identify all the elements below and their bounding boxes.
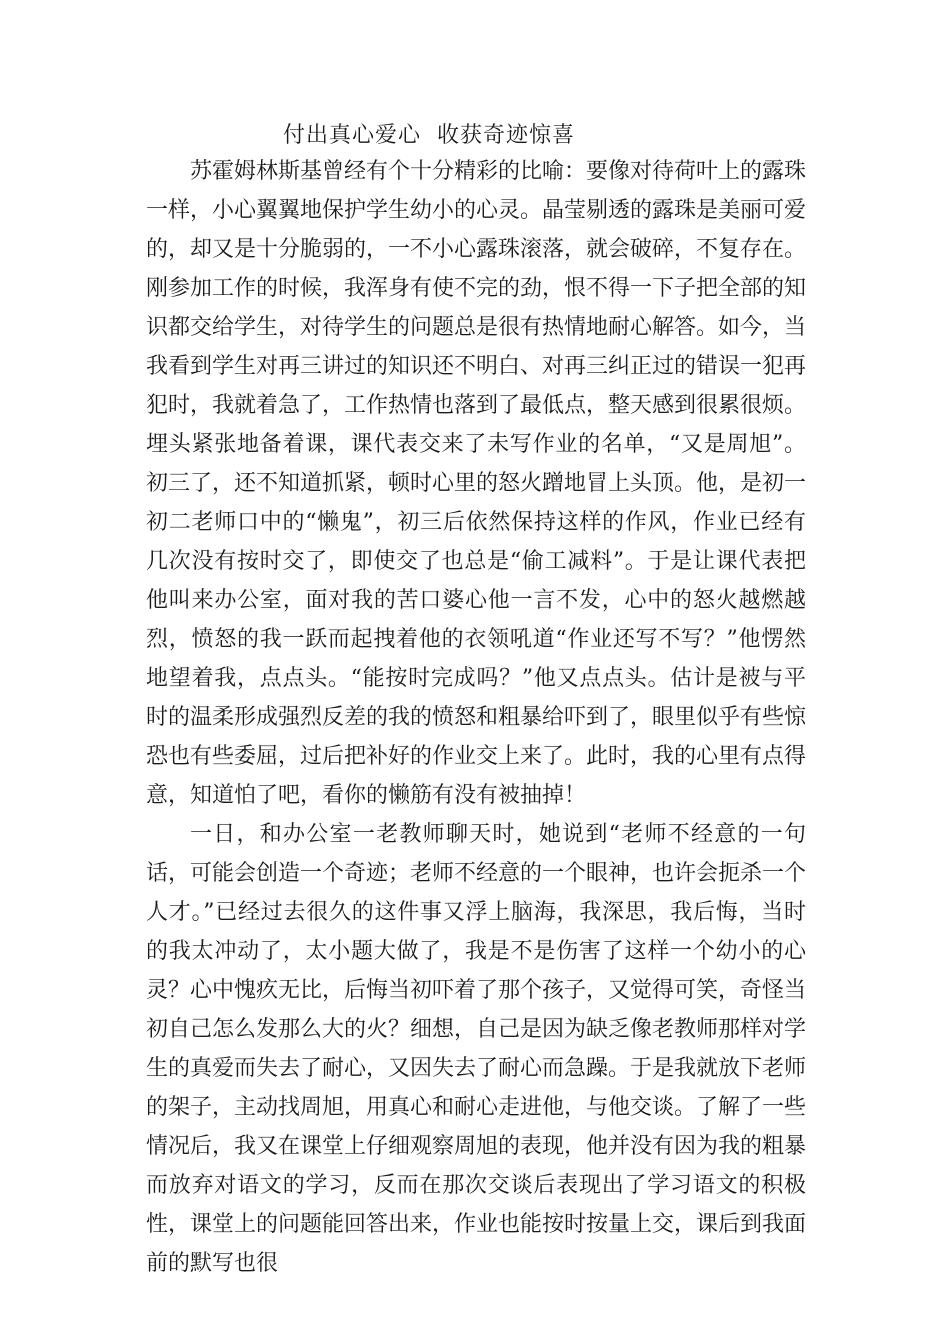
title-text: 付出真心爱心 收获奇迹惊喜	[283, 123, 575, 148]
document-body	[146, 152, 806, 1283]
paragraph-1: 苏霍姆林斯基曾经有个十分精彩的比喻：要像对待荷叶上的露珠一样，小心翼翼地保护学生幼小的心灵。晶莹剔透的露珠是美丽可爱的，却又是十分脆弱的，一不小心露珠滚落，就会破碎，不复存在。刚参加工作的时候，我浑身有使不完的劲，恨不得一下子把全部的知识都交给学生，对待学生的问题总是很有热情地耐心解答。如今，当我看到学生对再三讲过的知识还不明白、对再三纠正过的错误一犯再犯时，我就着急了，工作热情也落到了最低点，整天感到很累很烦。埋头紧张地备着课，课代表交来了未写作业的名单，“又是周旭”。初三了，还不知道抓紧，顿时心里的怒火蹭地冒上头顶。他，是初一初二老师口中的“懒鬼”，初三后依然保持这样的作风，作业已经有几次没有按时交了，即使交了也总是“偷工减料”。于是让课代表把他叫来办公室，面对我的苦口婆心他一言不发，心中的怒火越燃越烈，愤怒的我一跃而起拽着他的衣领吼道“作业还写不写？”他愣然地望着我，点点头。“能按时完成吗？”他又点点头。估计是被与平时的温柔形成强烈反差的我的愤怒和粗暴给吓到了，眼里似乎有些惊恐也有些委屈，过后把补好的作业交上来了。此时，我的心里有点得意，知道怕了吧，看你的懒筋有没有被抽掉！	[146, 159, 807, 808]
paragraph-2: 一日，和办公室一老教师聊天时，她说到“老师不经意的一句话，可能会创造一个奇迹；老师不经意的一个眼神，也许会扼杀一个人才。”已经过去很久的这件事又浮上脑海，我深思，我后悔，当时的我太冲动了，太小题大做了，我是不是伤害了这样一个幼小的心灵？心中愧疚无比，后悔当初吓着了那个孩子，又觉得可笑，奇怪当初自己怎么发那么大的火？细想，自己是因为缺乏像老教师那样对学生的真爱而失去了耐心，又因失去了耐心而急躁。于是我就放下老师的架子，主动找周旭，用真心和耐心走进他，与他交谈。了解了一些情况后，我又在课堂上仔细观察周旭的表现，他并没有因为我的粗暴而放弃对语文的学习，反而在那次交谈后表现出了学习语文的积极性，课堂上的问题能回答出来，作业也能按时按量上交，课后到我面前的默写也很	[146, 822, 807, 1276]
document-title	[0, 116, 950, 156]
